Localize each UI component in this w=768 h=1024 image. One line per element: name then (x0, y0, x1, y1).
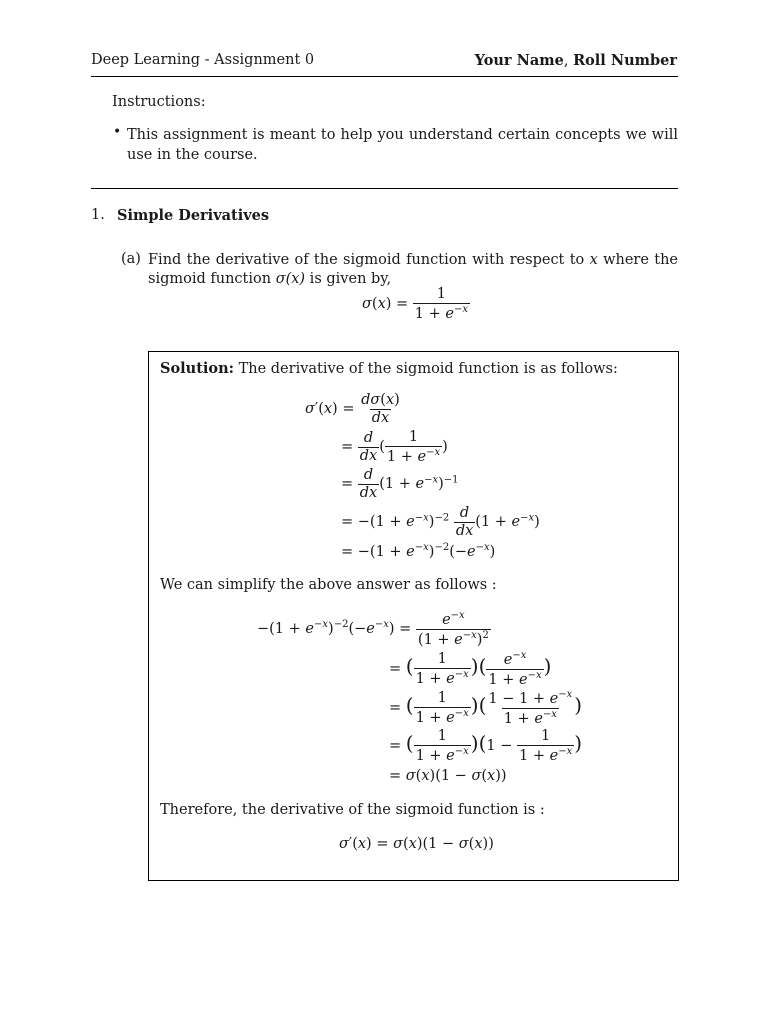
derivation-line-4: = $-(1 + e^{-x})^{-2}$ $\frac{d}{dx}$ $(1 + e^{-x})$ (341, 505, 540, 539)
simplify-line-1: $-(1 + e^{-x})^{-2}(-e^{-x})$ = $\frac{e^{-x}}{(1 + e^{-x})^2}$ (257, 610, 489, 648)
bullet-icon: • (113, 124, 122, 140)
roll-number: Roll Number (573, 52, 677, 69)
final-result: σ′(x) = σ(x)(1 − σ(x)) (339, 836, 494, 852)
therefore-text: Therefore, the derivative of the sigmoid function is : (160, 802, 545, 818)
header-author (475, 52, 677, 69)
question-title: Simple Derivatives (117, 207, 270, 224)
instructions-item: This assignment is meant to help you understand certain concepts we will use in the course. (127, 127, 678, 163)
author-separator: , (563, 53, 574, 69)
derivation-line-2: = $\frac{d}{dx}$ ( $\frac{1}{1 + e^{-x}}$ ) (341, 429, 448, 465)
simplify-line-5: = σ(x)(1 − σ(x)) (389, 768, 507, 784)
simplify-line-3: = ( $\frac{1}{1 + e^{-x}}$ )( $\frac{1 - 1 + e^{-x}}{1 + e^{-x}}$ ) (389, 689, 583, 727)
derivation-line-1: σ′(x) = $\frac{d\sigma(x)}{dx}$ (305, 392, 400, 426)
solution-box (148, 351, 679, 881)
header-rule (91, 76, 678, 77)
header-course-title: Deep Learning - Assignment 0 (91, 52, 315, 68)
part-text: Find the derivative of the sigmoid function with respect to x where the sigmoid function σ(x) is given by, (148, 252, 679, 287)
instructions-label: Instructions: (112, 94, 206, 110)
question-number: 1. (91, 207, 105, 223)
section-separator (91, 188, 678, 189)
simplify-text: We can simplify the above answer as follows : (160, 577, 497, 593)
sigmoid-definition: σ(x) = $\frac{1}{1 + e^{-x}}$ (362, 286, 469, 322)
simplify-line-4: = ( $\frac{1}{1 + e^{-x}}$ )(1 − $\frac{1}{1 + e^{-x}}$ ) (389, 728, 583, 764)
derivation-line-5: = $-(1 + e^{-x})^{-2}(-e^{-x})$ (341, 542, 496, 560)
solution-intro: Solution: The derivative of the sigmoid function is as follows: (160, 360, 618, 377)
part-label: (a) (121, 251, 141, 267)
simplify-line-2: = ( $\frac{1}{1 + e^{-x}}$ )( $\frac{e^{-x}}{1 + e^{-x}}$ ) (389, 650, 552, 688)
derivation-line-3: = $\frac{d}{dx}$ $(1 + e^{-x})^{-1}$ (341, 467, 459, 501)
author-name: Your Name (474, 52, 564, 69)
